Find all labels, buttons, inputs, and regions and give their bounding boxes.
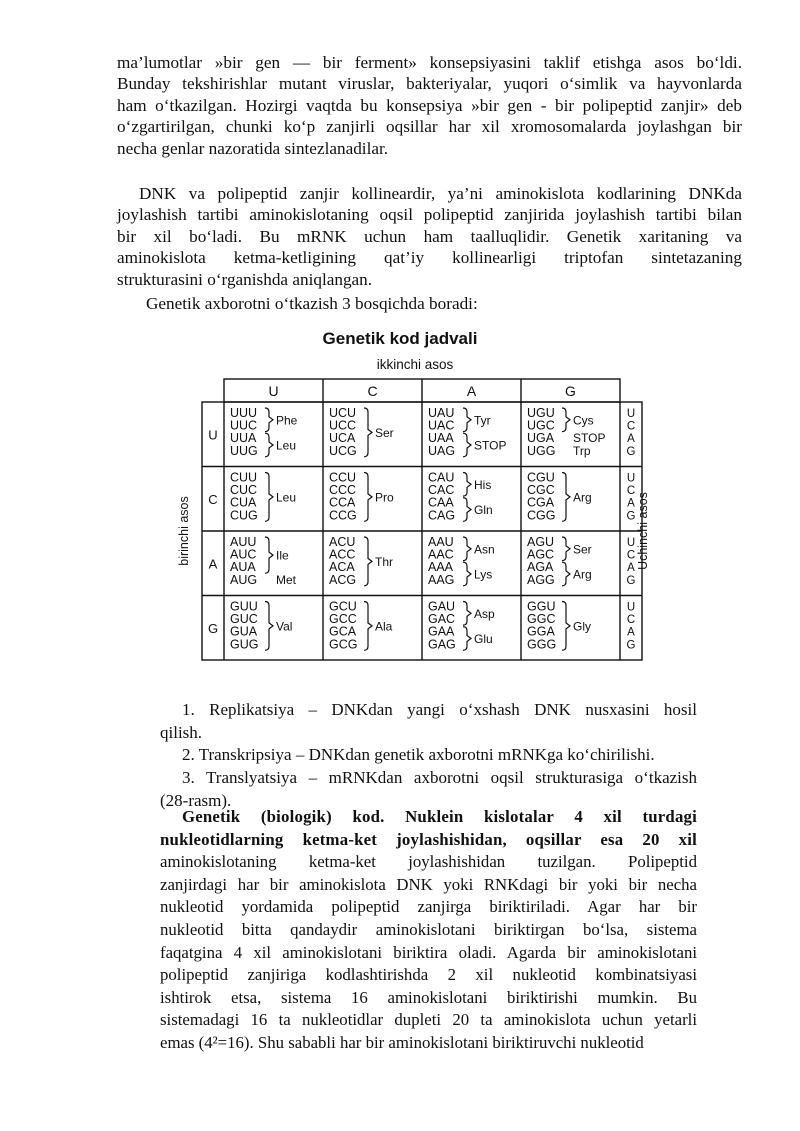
third-base-label: A <box>627 562 635 575</box>
curly-brace <box>265 602 273 651</box>
codon-label: GGA <box>527 624 555 639</box>
text-line: Genetik (biologik) kod. Nuklein kislotalar 4 xil turdagi <box>182 807 697 826</box>
amino-acid-label: Ser <box>375 425 394 440</box>
codon-label: ACC <box>329 547 356 562</box>
codon-label: CUG <box>230 508 258 523</box>
amino-acid-label: STOP <box>474 438 507 453</box>
text-line: o‘zgartirilgan, chunki ko‘p zanjirli oqsillar har xil xromosomalarda joylashgan bir <box>117 117 742 137</box>
codon-label: AAG <box>428 572 455 587</box>
codon-label: CAG <box>428 508 456 523</box>
text-line: polipeptid zanjiriga kodlashtirishda 2 xil nukleotid kombinatsiyasi <box>160 965 697 985</box>
codon-label: CCA <box>329 495 356 510</box>
codon-label: AGG <box>527 572 555 587</box>
curly-brace <box>562 602 570 651</box>
codon-label: CAU <box>428 470 455 485</box>
codon-label: CCU <box>329 470 357 485</box>
codon-label: GAU <box>428 599 456 614</box>
curly-brace <box>562 408 570 432</box>
text-line: DNK va polipeptid zanjir kollineardir, ya’ni aminokislota kodlarining DNKda <box>139 184 742 203</box>
text-line: strukturasini o‘rganishda aniqlangan. <box>117 269 373 289</box>
curly-brace <box>265 408 273 432</box>
text-line: aminokislota ketma-ketligining qat’iy kollinearligi triptofan sintetazaning <box>117 248 742 268</box>
amino-acid-label: Glu <box>474 632 493 646</box>
codon-label: GGC <box>527 612 556 627</box>
third-base-label: G <box>626 445 636 458</box>
codon-label: UGG <box>527 443 556 458</box>
codon-label: AUC <box>230 547 257 562</box>
codon-label: AGA <box>527 560 554 575</box>
codon-label: UUC <box>230 418 258 433</box>
codon-label: GUA <box>230 624 258 639</box>
amino-acid-label: Ile <box>276 548 289 563</box>
second-base-header: C <box>367 383 378 399</box>
amino-acid-label: Trp <box>573 443 591 458</box>
curly-brace <box>463 433 471 457</box>
paragraph-genetic-code <box>160 806 697 1055</box>
curly-brace <box>265 537 273 573</box>
step-transcription <box>160 744 697 767</box>
codon-label: CGA <box>527 495 555 510</box>
codon-label: CAA <box>428 495 454 510</box>
curly-brace <box>562 473 570 522</box>
third-base-label: G <box>626 510 636 523</box>
amino-acid-label: Thr <box>375 554 393 569</box>
third-base-label: U <box>626 601 636 614</box>
codon-label: GAA <box>428 624 455 639</box>
codon-label: UAU <box>428 406 455 420</box>
third-base-label: C <box>626 549 636 562</box>
curly-brace <box>463 473 471 497</box>
codon-label: GUU <box>230 599 258 614</box>
codon-label: ACA <box>329 560 355 575</box>
codon-label: CUC <box>230 483 258 498</box>
codon-label: AAC <box>428 547 454 562</box>
codon-label: UCA <box>329 431 356 446</box>
text-line: nukleotid bitta qandaydir aminokislotani biriktirgan bo‘lsa, sistema <box>160 919 697 939</box>
amino-acid-label: Asp <box>474 606 495 621</box>
codon-label: GAC <box>428 612 456 627</box>
amino-acid-label: Tyr <box>474 413 491 428</box>
first-base-label: A <box>208 556 218 572</box>
table-title: Genetik kod jadvali <box>322 329 478 348</box>
codon-label: AGU <box>527 535 555 549</box>
second-base-header: A <box>466 383 477 399</box>
first-base-axis-label: birinchi asos <box>177 496 191 566</box>
amino-acid-label: Asn <box>474 542 495 557</box>
third-base-label: C <box>626 614 636 627</box>
codon-label: CCG <box>329 508 357 523</box>
codon-label: CAC <box>428 483 455 498</box>
amino-acid-label: Leu <box>276 438 297 453</box>
codon-label: UGC <box>527 418 555 433</box>
amino-acid-label: Leu <box>276 490 297 505</box>
text-line: 1. Replikatsiya – DNKdan yangi o‘xshash DNK nusxasini hosil <box>182 700 697 719</box>
codon-label: GCC <box>329 612 357 627</box>
text-line: joylashish tartibi aminokislotaning oqsil polipeptid zanjirida joylashish tartibi bilan <box>117 205 742 225</box>
codon-label: GGU <box>527 599 556 614</box>
genetic-code-table <box>175 375 655 670</box>
amino-acid-label: Val <box>276 619 293 634</box>
text-line: nukleotidlarning ketma-ket joylashishidan, oqsillar esa 20 xil <box>160 829 697 849</box>
codon-label: UGU <box>527 406 555 420</box>
text-line: ishtirok etsa, sistema 16 aminokislotani biriktirishi mumkin. Bu <box>160 987 697 1007</box>
amino-acid-label: Met <box>276 572 297 587</box>
text-line: 3. Translyatsiya – mRNKdan axborotni oqsil strukturasiga o‘tkazish <box>182 768 697 787</box>
text-line: zanjirdagi har bir aminokislota DNK yoki RNKdagi bir yoki bir necha <box>160 874 697 894</box>
codon-label: AAU <box>428 535 454 549</box>
third-base-label: C <box>626 420 636 433</box>
curly-brace <box>364 473 372 522</box>
amino-acid-label: Arg <box>573 490 592 505</box>
codon-label: CGC <box>527 483 555 498</box>
third-base-label: G <box>626 639 636 652</box>
amino-acid-label: Phe <box>276 413 298 428</box>
first-base-label: G <box>207 620 219 636</box>
second-base-label: ikkinchi asos <box>376 357 454 372</box>
third-base-label: C <box>626 485 636 498</box>
codon-label: UCU <box>329 406 357 420</box>
second-base-header: G <box>565 383 576 399</box>
amino-acid-label: Ala <box>375 619 393 634</box>
codon-label: UCC <box>329 418 357 433</box>
codon-label: CGG <box>527 508 556 523</box>
curly-brace <box>562 537 570 561</box>
text-line: (28-rasm). <box>160 790 232 810</box>
codon-label: CUA <box>230 495 257 510</box>
codon-label: UGA <box>527 431 555 446</box>
codon-label: GAG <box>428 637 456 652</box>
text-line: faqatgina 4 xil aminokislotani biriktira oladi. Agarda bir aminokislotani <box>160 942 697 962</box>
codon-label: AUG <box>230 572 258 587</box>
codon-label: GUC <box>230 612 258 627</box>
third-base-label: G <box>626 574 636 587</box>
codon-label: UAA <box>428 431 454 446</box>
codon-label: GCG <box>329 637 358 652</box>
curly-brace <box>364 408 372 457</box>
amino-acid-label: Ser <box>573 542 592 557</box>
step-replication <box>160 699 697 744</box>
text-line: nukleotid yordamida polipeptid zanjirga biriktiriladi. Agar har bir <box>160 897 697 917</box>
codon-label: AAA <box>428 560 454 575</box>
codon-label: UUU <box>230 406 258 420</box>
curly-brace <box>463 408 471 432</box>
text-line: necha genlar nazoratida sintezlanadilar. <box>117 138 389 158</box>
text-line: ham o‘tkazilgan. Hozirgi vaqtda bu konsepsiya »bir gen - bir polipeptid zanjir» deb <box>117 95 742 115</box>
paragraph-two <box>117 183 742 290</box>
third-base-label: U <box>626 537 636 549</box>
curly-brace <box>265 473 273 522</box>
text-line: emas (4²=16). Shu sababli har bir aminokislotani biriktiruvchi nukleotid <box>160 1032 644 1052</box>
amino-acid-label: Gln <box>474 503 493 517</box>
curly-brace <box>463 498 471 522</box>
text-line: qilish. <box>160 722 203 742</box>
paragraph-one <box>117 52 742 159</box>
curly-brace <box>364 537 372 586</box>
codon-label: UAC <box>428 418 455 433</box>
text-line: Bunday tekshirishlar mutant viruslar, bakteriyalar, yuqori o‘simlik va hayvonlarda <box>117 74 742 94</box>
amino-acid-label: Arg <box>573 567 592 582</box>
codon-label: GGG <box>527 637 557 652</box>
codon-label: UUG <box>230 443 258 458</box>
text-line: bir xil bo‘ladi. Bu mRNK uchun ham taalluqlidir. Genetik xaritaning va <box>117 226 742 246</box>
codon-label: UUA <box>230 431 257 446</box>
third-base-axis-label: Uchinchi asos <box>636 492 650 570</box>
amino-acid-label: Pro <box>375 490 394 505</box>
third-base-label: A <box>627 497 635 510</box>
third-base-label: U <box>626 408 636 420</box>
codon-label: ACG <box>329 572 357 587</box>
codon-label: AUU <box>230 535 257 549</box>
amino-acid-label: Gly <box>573 619 591 634</box>
third-base-label: A <box>627 433 635 446</box>
text-line: aminokislotaning ketma-ket joylashishidan tuzilgan. Polipeptid <box>160 852 697 872</box>
curly-brace <box>265 433 273 457</box>
curly-brace <box>463 562 471 586</box>
first-base-label: U <box>208 427 218 443</box>
curly-brace <box>463 627 471 651</box>
codon-label: CGU <box>527 470 555 485</box>
curly-brace <box>364 602 372 651</box>
text-line: 2. Transkripsiya – DNKdan genetik axborotni mRNKga ko‘chirilishi. <box>182 745 655 764</box>
codon-label: CCC <box>329 483 357 498</box>
codon-label: ACU <box>329 535 356 549</box>
curly-brace <box>562 562 570 586</box>
amino-acid-label: Lys <box>474 567 493 582</box>
codon-label: GUG <box>230 637 259 652</box>
first-base-label: C <box>208 491 218 507</box>
amino-acid-label: His <box>474 477 492 492</box>
curly-brace <box>463 602 471 626</box>
codon-label: UCG <box>329 443 357 458</box>
paragraph-three: Genetik axborotni o‘tkazish 3 bosqichda boradi: <box>146 294 478 313</box>
codon-label: CUU <box>230 470 258 485</box>
second-base-header: U <box>268 383 279 399</box>
curly-brace <box>463 537 471 561</box>
codon-label: AGC <box>527 547 555 562</box>
third-base-label: U <box>626 472 636 485</box>
text-line: sistemadagi 16 ta nukleotidlar dupleti 20 ta aminokislota uchun yetarli <box>160 1010 697 1030</box>
amino-acid-label: STOP <box>573 431 606 446</box>
codon-label: GCU <box>329 599 357 614</box>
third-base-label: A <box>627 626 635 639</box>
text-line: ma’lumotlar »bir gen — bir ferment» konsepsiyasini taklif etishga asos bo‘ldi. <box>117 53 742 72</box>
codon-label: AUA <box>230 560 256 575</box>
codon-label: GCA <box>329 624 357 639</box>
amino-acid-label: Cys <box>573 413 594 428</box>
codon-label: UAG <box>428 443 456 458</box>
